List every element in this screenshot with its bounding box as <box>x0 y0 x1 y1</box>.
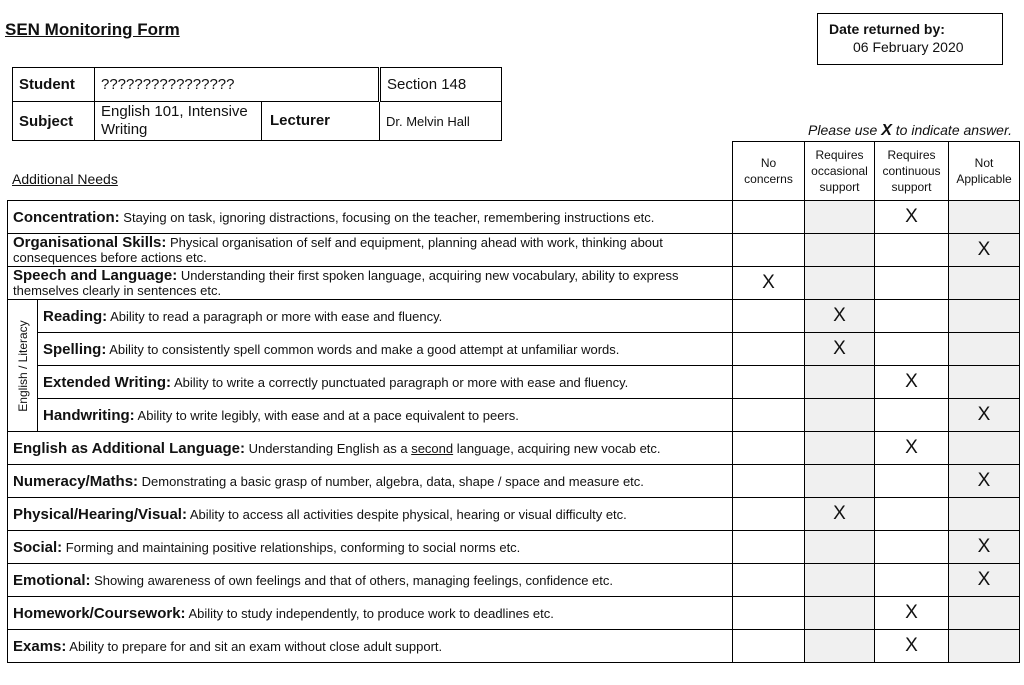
answer-cell[interactable] <box>875 234 949 267</box>
need-description <box>8 564 733 597</box>
lecturer-label: Lecturer <box>261 102 379 140</box>
lecturer-field[interactable]: Dr. Melvin Hall <box>380 102 502 141</box>
answer-cell[interactable]: X <box>805 300 875 333</box>
answer-cell[interactable] <box>875 564 949 597</box>
answer-cell[interactable] <box>805 267 875 300</box>
need-row <box>8 267 1020 300</box>
need-name: English as Additional Language: <box>13 439 245 457</box>
instruction <box>760 122 1012 140</box>
answer-cell[interactable] <box>805 399 875 432</box>
need-name: Spelling: <box>43 340 107 358</box>
answer-cell[interactable] <box>733 465 805 498</box>
need-name: Concentration: <box>13 208 120 226</box>
need-name: Organisational Skills: <box>13 234 167 251</box>
date-returned-box <box>817 13 1003 65</box>
answer-cell[interactable]: X <box>875 432 949 465</box>
need-row <box>8 300 1020 333</box>
instruction-text-before: Please use <box>808 122 882 138</box>
need-row <box>8 498 1020 531</box>
need-row <box>8 366 1020 399</box>
need-row <box>8 564 1020 597</box>
answer-cell[interactable] <box>733 399 805 432</box>
answer-cell[interactable]: X <box>875 366 949 399</box>
answer-cell[interactable] <box>949 333 1020 366</box>
need-description <box>38 300 733 333</box>
instruction-mark: X <box>881 122 892 139</box>
answer-cell[interactable] <box>733 234 805 267</box>
need-detail: Forming and maintaining positive relationships, conforming to social norms etc. <box>62 539 521 555</box>
need-description <box>8 432 733 465</box>
answer-cell[interactable]: X <box>875 630 949 663</box>
answer-cell[interactable]: X <box>805 498 875 531</box>
answer-cell[interactable] <box>805 234 875 267</box>
need-name: Extended Writing: <box>43 373 172 391</box>
answer-cell[interactable] <box>875 300 949 333</box>
student-label: Student <box>13 68 95 102</box>
answer-cell[interactable] <box>949 366 1020 399</box>
need-name: Social: <box>13 538 63 556</box>
need-detail: Ability to consistently spell common words and make a good attempt at unfamiliar words. <box>106 341 620 357</box>
answer-cell[interactable] <box>805 531 875 564</box>
need-row <box>8 630 1020 663</box>
need-detail: Understanding their first spoken language, acquiring new vocabulary, ability to express themselves clearly in sentences etc. <box>13 268 679 298</box>
need-detail: Understanding English as a <box>244 440 412 456</box>
need-row <box>8 597 1020 630</box>
answer-cell[interactable] <box>875 267 949 300</box>
need-detail: Staying on task, ignoring distractions, focusing on the teacher, remembering instructions etc. <box>119 209 655 225</box>
answer-cell[interactable] <box>733 597 805 630</box>
answer-cell[interactable] <box>805 630 875 663</box>
answer-cell[interactable] <box>875 399 949 432</box>
answer-cell[interactable]: X <box>949 531 1020 564</box>
subject-label: Subject <box>13 102 95 141</box>
need-detail: Ability to write a correctly punctuated paragraph or more with ease and fluency. <box>171 374 629 390</box>
need-description <box>8 201 733 234</box>
answer-cell[interactable] <box>949 201 1020 234</box>
need-name: Speech and Language: <box>13 267 178 284</box>
need-detail: second <box>411 440 454 456</box>
answer-cell[interactable] <box>875 498 949 531</box>
need-detail: Ability to read a paragraph or more with ease and fluency. <box>107 308 443 324</box>
need-row <box>8 201 1020 234</box>
answer-cell[interactable] <box>805 564 875 597</box>
section-field[interactable]: Section 148 <box>380 68 502 102</box>
need-description <box>8 498 733 531</box>
answer-cell[interactable] <box>949 267 1020 300</box>
english-literacy-label: English / Literacy <box>15 319 30 412</box>
need-detail: Ability to study independently, to produce work to deadlines etc. <box>185 605 554 621</box>
column-occasional-support: Requires occasional support <box>805 142 875 201</box>
answer-cell[interactable] <box>949 432 1020 465</box>
instruction-text-after: to indicate answer. <box>891 122 1012 138</box>
need-row <box>8 531 1020 564</box>
answer-cell[interactable] <box>949 597 1020 630</box>
answer-cell[interactable] <box>805 597 875 630</box>
need-description <box>38 333 733 366</box>
need-name: Reading: <box>43 307 108 325</box>
need-row <box>8 399 1020 432</box>
student-field[interactable]: ???????????????? <box>95 68 380 102</box>
answer-cell[interactable] <box>805 465 875 498</box>
need-description <box>8 234 733 267</box>
need-description <box>8 630 733 663</box>
answer-cell[interactable] <box>733 201 805 234</box>
column-no-concerns: No concerns <box>733 142 805 201</box>
need-row <box>8 234 1020 267</box>
answer-cell[interactable] <box>875 333 949 366</box>
need-detail: Showing awareness of own feelings and that of others, managing feelings, confidence etc. <box>90 572 613 588</box>
answer-cell[interactable]: X <box>949 564 1020 597</box>
need-detail: Ability to prepare for and sit an exam without close adult support. <box>66 638 443 654</box>
answer-cell[interactable]: X <box>949 399 1020 432</box>
need-row <box>8 465 1020 498</box>
answer-cell[interactable]: X <box>949 234 1020 267</box>
need-description <box>8 531 733 564</box>
need-row <box>8 333 1020 366</box>
need-name: Emotional: <box>13 571 91 589</box>
column-continuous-support: Requires continuous support <box>875 142 949 201</box>
student-info-table <box>12 67 502 141</box>
subject-lecturer-row <box>95 102 380 141</box>
answer-cell[interactable] <box>805 201 875 234</box>
date-returned-label: Date returned by: <box>829 21 945 37</box>
need-name: Physical/Hearing/Visual: <box>13 505 187 523</box>
need-description <box>8 597 733 630</box>
answer-cell[interactable] <box>733 366 805 399</box>
need-description <box>38 366 733 399</box>
need-detail: Ability to write legibly, with ease and at a pace equivalent to peers. <box>134 407 519 423</box>
need-detail: Demonstrating a basic grasp of number, algebra, data, shape / space and measure etc. <box>138 473 644 489</box>
date-returned-value[interactable]: 06 February 2020 <box>853 39 964 55</box>
answer-cell[interactable] <box>733 333 805 366</box>
answer-cell[interactable]: X <box>875 201 949 234</box>
need-description <box>8 465 733 498</box>
need-name: Homework/Coursework: <box>13 604 186 622</box>
answer-cell[interactable] <box>875 465 949 498</box>
answer-cell[interactable] <box>805 366 875 399</box>
answer-cell[interactable] <box>733 498 805 531</box>
needs-table <box>7 141 1020 663</box>
need-name: Handwriting: <box>43 406 135 424</box>
answer-cell[interactable] <box>733 531 805 564</box>
answer-cell[interactable]: X <box>949 465 1020 498</box>
answer-cell[interactable] <box>875 531 949 564</box>
need-row <box>8 432 1020 465</box>
need-description <box>38 399 733 432</box>
need-detail: Physical organisation of self and equipment, planning ahead with work, thinking about consequences before actions etc. <box>13 235 663 265</box>
need-detail: language, acquiring new vocab etc. <box>453 440 661 456</box>
answer-cell[interactable]: X <box>875 597 949 630</box>
answer-cell[interactable] <box>733 300 805 333</box>
answer-cell[interactable] <box>949 300 1020 333</box>
need-detail: Ability to access all activities despite physical, hearing or visual difficulty etc. <box>186 506 627 522</box>
additional-needs-heading: Additional Needs <box>12 171 118 187</box>
need-name: Numeracy/Maths: <box>13 472 139 490</box>
column-not-applicable: Not Applicable <box>949 142 1020 201</box>
english-literacy-group <box>8 300 38 432</box>
answer-cell[interactable] <box>949 630 1020 663</box>
answer-cell[interactable]: X <box>805 333 875 366</box>
answer-cell[interactable] <box>733 630 805 663</box>
answer-cell[interactable] <box>805 432 875 465</box>
need-name: Exams: <box>13 637 67 655</box>
form-title: SEN Monitoring Form <box>5 20 180 39</box>
answer-cell[interactable] <box>733 564 805 597</box>
subject-field[interactable]: English 101, Intensive Writing <box>101 103 248 138</box>
answer-cell[interactable] <box>949 498 1020 531</box>
answer-cell[interactable]: X <box>733 267 805 300</box>
need-description <box>8 267 733 300</box>
answer-cell[interactable] <box>733 432 805 465</box>
